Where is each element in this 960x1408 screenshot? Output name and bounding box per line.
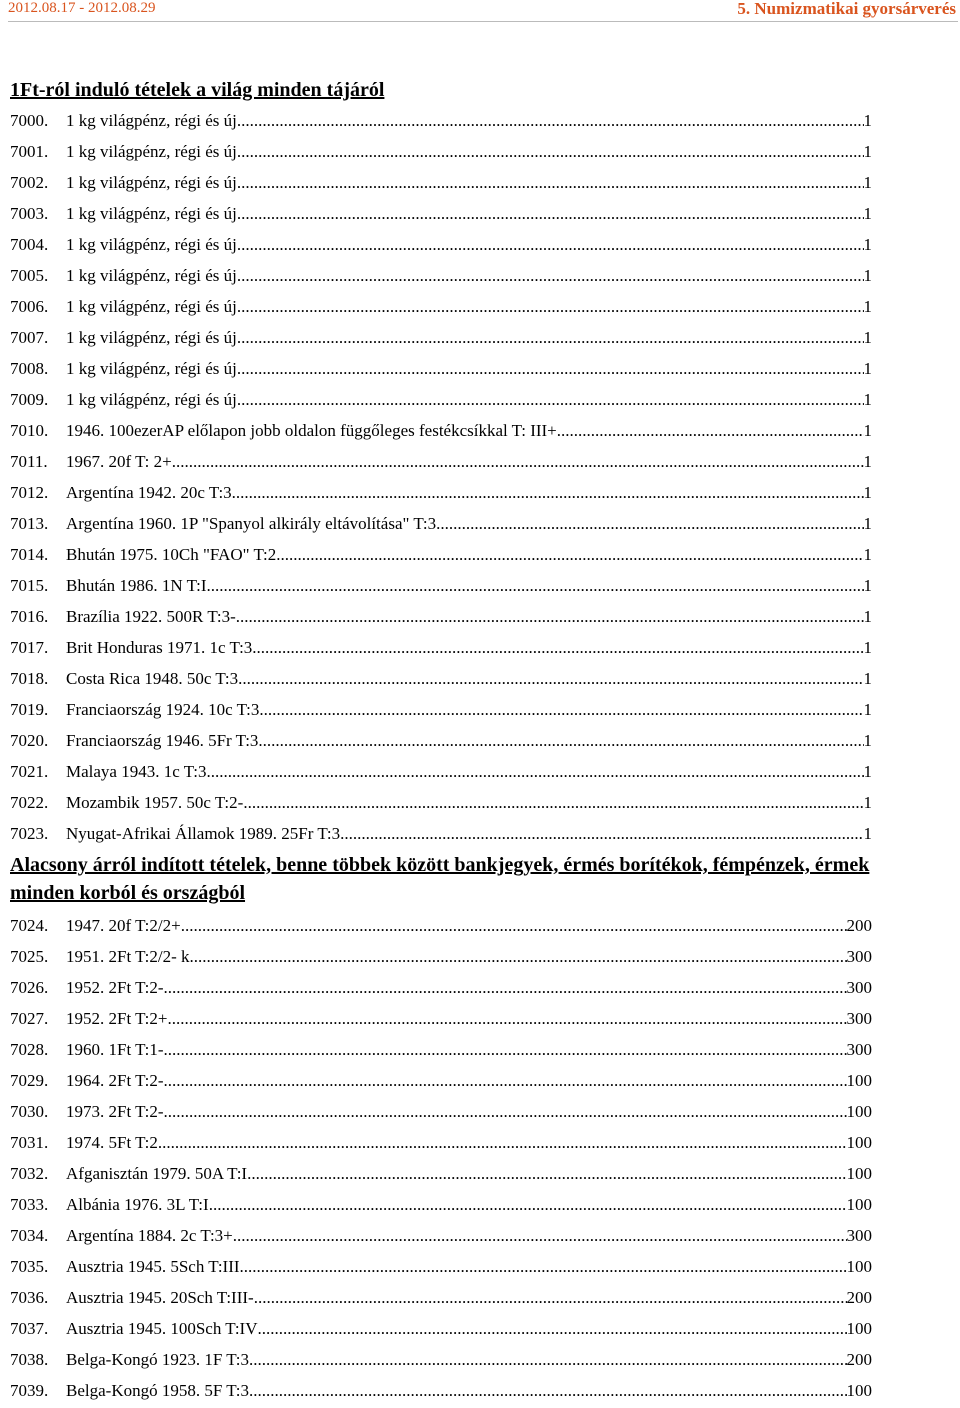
lot-row — [10, 601, 872, 632]
dot-leader — [240, 1251, 847, 1282]
starting-price: 300 — [846, 1040, 872, 1059]
dot-leader — [557, 415, 864, 446]
starting-price: 1 — [863, 483, 872, 502]
dot-leader — [209, 1189, 847, 1220]
lot-row — [10, 1158, 872, 1189]
dot-leader — [249, 1344, 847, 1375]
lot-number: 7018. — [10, 669, 49, 688]
dot-leader — [249, 1375, 847, 1406]
lot-description: 1964. 2Ft T:2- — [66, 1071, 164, 1090]
starting-price: 100 — [846, 1195, 872, 1214]
lot-number: 7006. — [10, 297, 49, 316]
lot-description: 1 kg világpénz, régi és új — [66, 390, 237, 409]
dot-leader — [237, 260, 864, 291]
lot-description: Malaya 1943. 1c T:3 — [66, 762, 207, 781]
lot-description: 1 kg világpénz, régi és új — [66, 142, 237, 161]
lot-description: Ausztria 1945. 20Sch T:III- — [66, 1288, 254, 1307]
lot-description: Mozambik 1957. 50c T:2- — [66, 793, 244, 812]
lot-description: 1 kg világpénz, régi és új — [66, 173, 237, 192]
lot-number: 7022. — [10, 793, 49, 812]
lot-row — [10, 1282, 872, 1313]
lot-description: Franciaország 1924. 10c T:3 — [66, 700, 260, 719]
lot-number: 7023. — [10, 824, 49, 843]
starting-price: 100 — [846, 1381, 872, 1400]
lot-list — [10, 910, 908, 1406]
starting-price: 1 — [863, 576, 872, 595]
lot-row — [10, 1034, 872, 1065]
lot-list — [10, 105, 908, 849]
lot-description: Belga-Kongó 1923. 1F T:3 — [66, 1350, 249, 1369]
starting-price: 1 — [863, 235, 872, 254]
starting-price: 300 — [846, 1009, 872, 1028]
lot-number: 7015. — [10, 576, 49, 595]
lot-number: 7021. — [10, 762, 49, 781]
lot-number: 7005. — [10, 266, 49, 285]
starting-price: 1 — [863, 111, 872, 130]
section-title: Alacsony árról indított tételek, benne többek között bankjegyek, érmés borítékok, fémpénzek, érmek minden korból és országból — [10, 854, 870, 904]
lot-row — [10, 508, 872, 539]
lot-row — [10, 384, 872, 415]
starting-price: 1 — [863, 173, 872, 192]
dot-leader — [164, 1034, 847, 1065]
starting-price: 1 — [863, 545, 872, 564]
dot-leader — [237, 105, 864, 136]
starting-price: 200 — [846, 916, 872, 935]
starting-price: 1 — [863, 452, 872, 471]
lot-number: 7029. — [10, 1071, 49, 1090]
lot-row — [10, 941, 872, 972]
starting-price: 1 — [863, 328, 872, 347]
lot-number: 7000. — [10, 111, 49, 130]
dot-leader — [167, 1003, 846, 1034]
lot-number: 7019. — [10, 700, 49, 719]
lot-description: Albánia 1976. 3L T:I — [66, 1195, 209, 1214]
lot-description: 1973. 2Ft T:2- — [66, 1102, 164, 1121]
dot-leader — [237, 229, 864, 260]
starting-price: 1 — [863, 731, 872, 750]
lot-row — [10, 725, 872, 756]
lot-number: 7013. — [10, 514, 49, 533]
lot-number: 7002. — [10, 173, 49, 192]
lot-description: Argentína 1884. 2c T:3+ — [66, 1226, 233, 1245]
lot-row — [10, 136, 872, 167]
lot-number: 7026. — [10, 978, 49, 997]
starting-price: 1 — [863, 390, 872, 409]
lot-row — [10, 663, 872, 694]
auction-title: 5. Numizmatikai gyorsárverés — [737, 0, 956, 18]
dot-leader — [236, 601, 864, 632]
starting-price: 1 — [863, 824, 872, 843]
lot-number: 7031. — [10, 1133, 49, 1152]
lot-row — [10, 1003, 872, 1034]
dot-leader — [237, 384, 864, 415]
dot-leader — [164, 972, 847, 1003]
lot-number: 7030. — [10, 1102, 49, 1121]
lot-description: 1 kg világpénz, régi és új — [66, 235, 237, 254]
lot-description: 1946. 100ezerAP előlapon jobb oldalon függőleges festékcsíkkal T: III+ — [66, 421, 557, 440]
lot-description: 1952. 2Ft T:2+ — [66, 1009, 168, 1028]
starting-price: 300 — [846, 947, 872, 966]
starting-price: 300 — [846, 978, 872, 997]
lot-row — [10, 415, 872, 446]
lot-row — [10, 1375, 872, 1406]
dot-leader — [233, 1220, 847, 1251]
dot-leader — [207, 570, 864, 601]
lot-description: Nyugat-Afrikai Államok 1989. 25Fr T:3 — [66, 824, 341, 843]
lot-description: 1952. 2Ft T:2- — [66, 978, 164, 997]
lot-number: 7007. — [10, 328, 49, 347]
lot-row — [10, 818, 872, 849]
starting-price: 100 — [846, 1257, 872, 1276]
lot-row — [10, 1251, 872, 1282]
lot-description: 1 kg világpénz, régi és új — [66, 359, 237, 378]
starting-price: 1 — [863, 142, 872, 161]
lot-row — [10, 756, 872, 787]
lot-number: 7038. — [10, 1350, 49, 1369]
starting-price: 200 — [846, 1350, 872, 1369]
lot-number: 7037. — [10, 1319, 49, 1338]
lot-number: 7025. — [10, 947, 49, 966]
lot-row — [10, 539, 872, 570]
lot-row — [10, 1065, 872, 1096]
lot-number: 7027. — [10, 1009, 49, 1028]
starting-price: 200 — [846, 1288, 872, 1307]
starting-price: 1 — [863, 204, 872, 223]
starting-price: 1 — [863, 297, 872, 316]
lot-number: 7024. — [10, 916, 49, 935]
starting-price: 1 — [863, 669, 872, 688]
dot-leader — [206, 756, 863, 787]
dot-leader — [276, 539, 863, 570]
lot-row — [10, 1096, 872, 1127]
section-low-price-lots — [10, 851, 908, 1406]
lot-description: 1 kg világpénz, régi és új — [66, 328, 237, 347]
starting-price: 1 — [863, 607, 872, 626]
dot-leader — [164, 1096, 847, 1127]
lot-description: Brazília 1922. 500R T:3- — [66, 607, 236, 626]
lot-description: Franciaország 1946. 5Fr T:3 — [66, 731, 259, 750]
dot-leader — [254, 1282, 847, 1313]
lot-row — [10, 198, 872, 229]
starting-price: 1 — [863, 359, 872, 378]
dot-leader — [340, 818, 863, 849]
lot-description: 1974. 5Ft T:2 — [66, 1133, 158, 1152]
lot-number: 7001. — [10, 142, 49, 161]
lot-number: 7011. — [10, 452, 48, 471]
dot-leader — [237, 291, 864, 322]
lot-row — [10, 229, 872, 260]
lot-description: Belga-Kongó 1958. 5F T:3 — [66, 1381, 249, 1400]
lot-number: 7032. — [10, 1164, 49, 1183]
starting-price: 100 — [846, 1071, 872, 1090]
lot-number: 7034. — [10, 1226, 49, 1245]
lot-row — [10, 167, 872, 198]
lot-number: 7036. — [10, 1288, 49, 1307]
dot-leader — [164, 1065, 847, 1096]
dot-leader — [181, 910, 847, 941]
lot-number: 7035. — [10, 1257, 49, 1276]
lot-number: 7008. — [10, 359, 49, 378]
dot-leader — [172, 446, 864, 477]
lot-description: 1 kg világpénz, régi és új — [66, 266, 237, 285]
dot-leader — [237, 353, 864, 384]
section-one-forint-lots — [10, 76, 908, 849]
dot-leader — [237, 136, 864, 167]
starting-price: 100 — [846, 1102, 872, 1121]
lot-number: 7004. — [10, 235, 49, 254]
lot-row — [10, 1189, 872, 1220]
lot-row — [10, 972, 872, 1003]
lot-row — [10, 1344, 872, 1375]
lot-number: 7039. — [10, 1381, 49, 1400]
dot-leader — [258, 725, 863, 756]
lot-description: Bhután 1975. 10Ch "FAO" T:2 — [66, 545, 277, 564]
starting-price: 1 — [863, 514, 872, 533]
lot-description: Afganisztán 1979. 50A T:I — [66, 1164, 248, 1183]
dot-leader — [158, 1127, 847, 1158]
lot-number: 7033. — [10, 1195, 49, 1214]
starting-price: 1 — [863, 793, 872, 812]
starting-price: 1 — [863, 762, 872, 781]
starting-price: 300 — [846, 1226, 872, 1245]
lot-row — [10, 1313, 872, 1344]
dot-leader — [436, 508, 863, 539]
dot-leader — [252, 632, 863, 663]
lot-description: Ausztria 1945. 5Sch T:III — [66, 1257, 240, 1276]
lot-description: Ausztria 1945. 100Sch T:IV — [66, 1319, 258, 1338]
lot-description: 1947. 20f T:2/2+ — [66, 916, 181, 935]
lot-number: 7003. — [10, 204, 49, 223]
dot-leader — [237, 322, 864, 353]
starting-price: 100 — [846, 1133, 872, 1152]
starting-price: 1 — [863, 638, 872, 657]
dot-leader — [237, 167, 864, 198]
lot-description: 1 kg világpénz, régi és új — [66, 297, 237, 316]
lot-description: 1951. 2Ft T:2/2- k — [66, 947, 190, 966]
starting-price: 1 — [863, 700, 872, 719]
lot-row — [10, 1220, 872, 1251]
section-title: 1Ft-ról induló tételek a világ minden tájáról — [10, 79, 385, 101]
lot-number: 7017. — [10, 638, 49, 657]
lot-number: 7016. — [10, 607, 49, 626]
lot-row — [10, 787, 872, 818]
page-header — [0, 0, 960, 24]
lot-description: 1 kg világpénz, régi és új — [66, 111, 237, 130]
starting-price: 1 — [863, 421, 872, 440]
lot-description: 1 kg világpénz, régi és új — [66, 204, 237, 223]
lot-row — [10, 694, 872, 725]
lot-row — [10, 477, 872, 508]
lot-description: Brit Honduras 1971. 1c T:3 — [66, 638, 253, 657]
lot-number: 7014. — [10, 545, 49, 564]
starting-price: 1 — [863, 266, 872, 285]
lot-description: Argentína 1942. 20c T:3 — [66, 483, 232, 502]
lot-row — [10, 446, 872, 477]
lot-row — [10, 570, 872, 601]
lot-description: Argentína 1960. 1P "Spanyol alkirály eltávolítása" T:3 — [66, 514, 437, 533]
lot-row — [10, 260, 872, 291]
dot-leader — [259, 694, 863, 725]
lot-row — [10, 1127, 872, 1158]
lot-row — [10, 353, 872, 384]
lot-number: 7028. — [10, 1040, 49, 1059]
lot-number: 7020. — [10, 731, 49, 750]
date-range: 2012.08.17 - 2012.08.29 — [8, 0, 156, 16]
dot-leader — [257, 1313, 846, 1344]
lot-row — [10, 105, 872, 136]
lot-row — [10, 322, 872, 353]
lot-row — [10, 291, 872, 322]
lot-description: 1967. 20f T: 2+ — [66, 452, 172, 471]
dot-leader — [247, 1158, 846, 1189]
lot-number: 7009. — [10, 390, 49, 409]
lot-catalog — [10, 76, 908, 1406]
header-divider — [8, 21, 958, 22]
dot-leader — [237, 198, 864, 229]
dot-leader — [232, 477, 864, 508]
dot-leader — [238, 663, 863, 694]
lot-description: Costa Rica 1948. 50c T:3 — [66, 669, 239, 688]
lot-number: 7012. — [10, 483, 49, 502]
lot-description: Bhután 1986. 1N T:I — [66, 576, 207, 595]
lot-description: 1960. 1Ft T:1- — [66, 1040, 164, 1059]
lot-row — [10, 632, 872, 663]
lot-number: 7010. — [10, 421, 49, 440]
starting-price: 100 — [846, 1164, 872, 1183]
starting-price: 100 — [846, 1319, 872, 1338]
lot-row — [10, 910, 872, 941]
dot-leader — [243, 787, 863, 818]
dot-leader — [190, 941, 847, 972]
